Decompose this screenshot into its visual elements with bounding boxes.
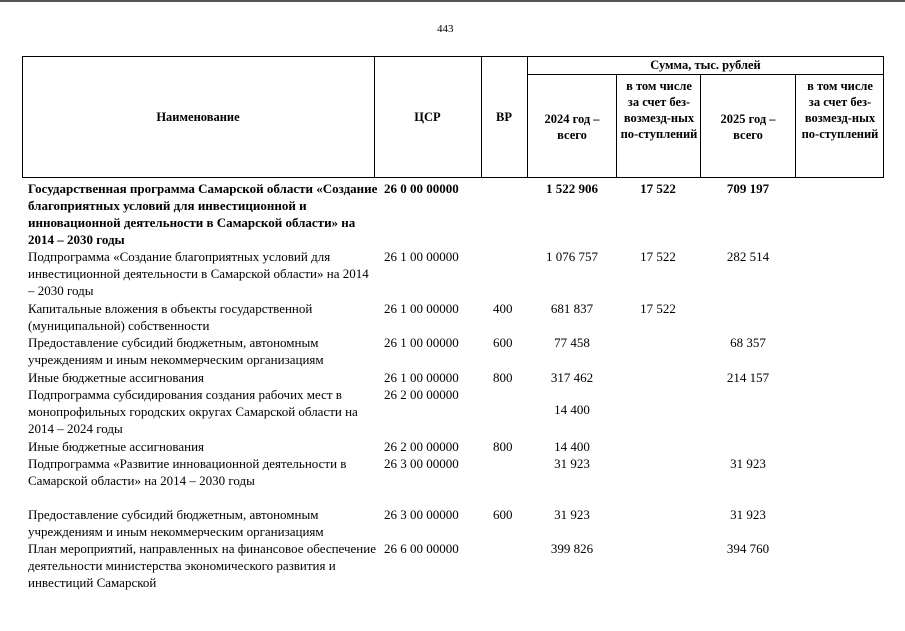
- row-csr: 26 2 00 00000: [384, 387, 459, 402]
- page-number: 443: [437, 23, 454, 35]
- row-y2024: 1 076 757: [546, 249, 598, 264]
- row-g2024: 17 522: [640, 181, 676, 196]
- row-vr: 800: [493, 370, 513, 385]
- header-name: Наименование: [156, 110, 240, 124]
- header-sum-divider: [527, 74, 884, 75]
- row-y2024: 1 522 906: [546, 181, 598, 196]
- header-vr: ВР: [496, 110, 512, 124]
- row-name: План мероприятий, направленных на финансовое обеспечение деятельности министерства экономического развития и инвестиций Самарской: [28, 541, 376, 590]
- header-y2025-grants: в том числе за счет без-возмезд-ных по-ступлений: [801, 79, 879, 141]
- row-y2025: 394 760: [726, 541, 770, 556]
- header-divider-g2024: [616, 74, 617, 178]
- row-y2024: 399 826: [550, 541, 594, 556]
- row-y2024: 14 400: [554, 439, 590, 454]
- row-csr: 26 1 00 00000: [384, 335, 459, 350]
- row-vr: 800: [493, 439, 513, 454]
- row-name: Подпрограмма «Создание благоприятных условий для инвестиционной деятельности в Самарской области» на 2014 – 2030 годы: [28, 249, 369, 298]
- header-y2024-grants: в том числе за счет без-возмезд-ных по-ступлений: [620, 79, 698, 141]
- header-bottom-border: [22, 177, 884, 178]
- row-name: Предоставление субсидий бюджетным, автономным учреждениям и иным некоммерческим организациям: [28, 507, 324, 539]
- row-csr: 26 1 00 00000: [384, 370, 459, 385]
- header-y2024-total: 2024 год – всего: [544, 112, 600, 142]
- row-csr: 26 6 00 00000: [384, 541, 459, 556]
- row-y2024: 681 837: [550, 301, 594, 316]
- row-y2024: 317 462: [550, 370, 594, 385]
- row-csr: 26 0 00 00000: [384, 181, 459, 196]
- header-sum-group: Сумма, тыс. рублей: [650, 58, 761, 72]
- row-name: Капитальные вложения в объекты государственной (муниципальной) собственности: [28, 301, 313, 333]
- row-y2025: 31 923: [730, 456, 766, 471]
- row-y2024: 31 923: [554, 507, 590, 522]
- header-csr: ЦСР: [414, 110, 441, 124]
- row-y2024: 31 923: [554, 456, 590, 471]
- row-csr: 26 3 00 00000: [384, 507, 459, 522]
- row-name: Иные бюджетные ассигнования: [28, 370, 205, 385]
- row-csr: 26 1 00 00000: [384, 301, 459, 316]
- row-name: Подпрограмма «Развитие инновационной деятельности в Самарской области» на 2014 – 2030 годы: [28, 456, 347, 488]
- row-y2024: 14 400: [554, 402, 590, 417]
- row-name: Подпрограмма субсидирования создания рабочих мест в монопрофильных городских округах Самарской области на 2014 – 2024 годы: [28, 387, 358, 436]
- row-y2024: 77 458: [554, 335, 590, 350]
- row-csr: 26 3 00 00000: [384, 456, 459, 471]
- row-vr: 600: [493, 335, 513, 350]
- row-y2025: 214 157: [726, 370, 770, 385]
- row-name: Государственная программа Самарской области «Создание благоприятных условий для инвестиционной и инновационной деятельности в Самарской области» на 2014 – 2030 годы: [28, 181, 378, 247]
- row-csr: 26 2 00 00000: [384, 439, 459, 454]
- header-divider-g2025: [795, 74, 796, 178]
- row-g2024: 17 522: [640, 301, 676, 316]
- row-y2025: 68 357: [730, 335, 766, 350]
- row-name: Предоставление субсидий бюджетным, автономным учреждениям и иным некоммерческим организациям: [28, 335, 324, 367]
- row-y2025: 282 514: [726, 249, 770, 264]
- header-right-border: [883, 56, 884, 178]
- top-border-line: [0, 0, 905, 2]
- row-name: Иные бюджетные ассигнования: [28, 439, 205, 454]
- row-y2025: 709 197: [726, 181, 770, 196]
- row-y2025: 31 923: [730, 507, 766, 522]
- header-divider-y2025: [700, 74, 701, 178]
- row-csr: 26 1 00 00000: [384, 249, 459, 264]
- row-vr: 400: [493, 301, 513, 316]
- header-y2025-total: 2025 год – всего: [720, 112, 776, 142]
- row-g2024: 17 522: [640, 249, 676, 264]
- row-vr: 600: [493, 507, 513, 522]
- header-divider-sum: [527, 56, 528, 178]
